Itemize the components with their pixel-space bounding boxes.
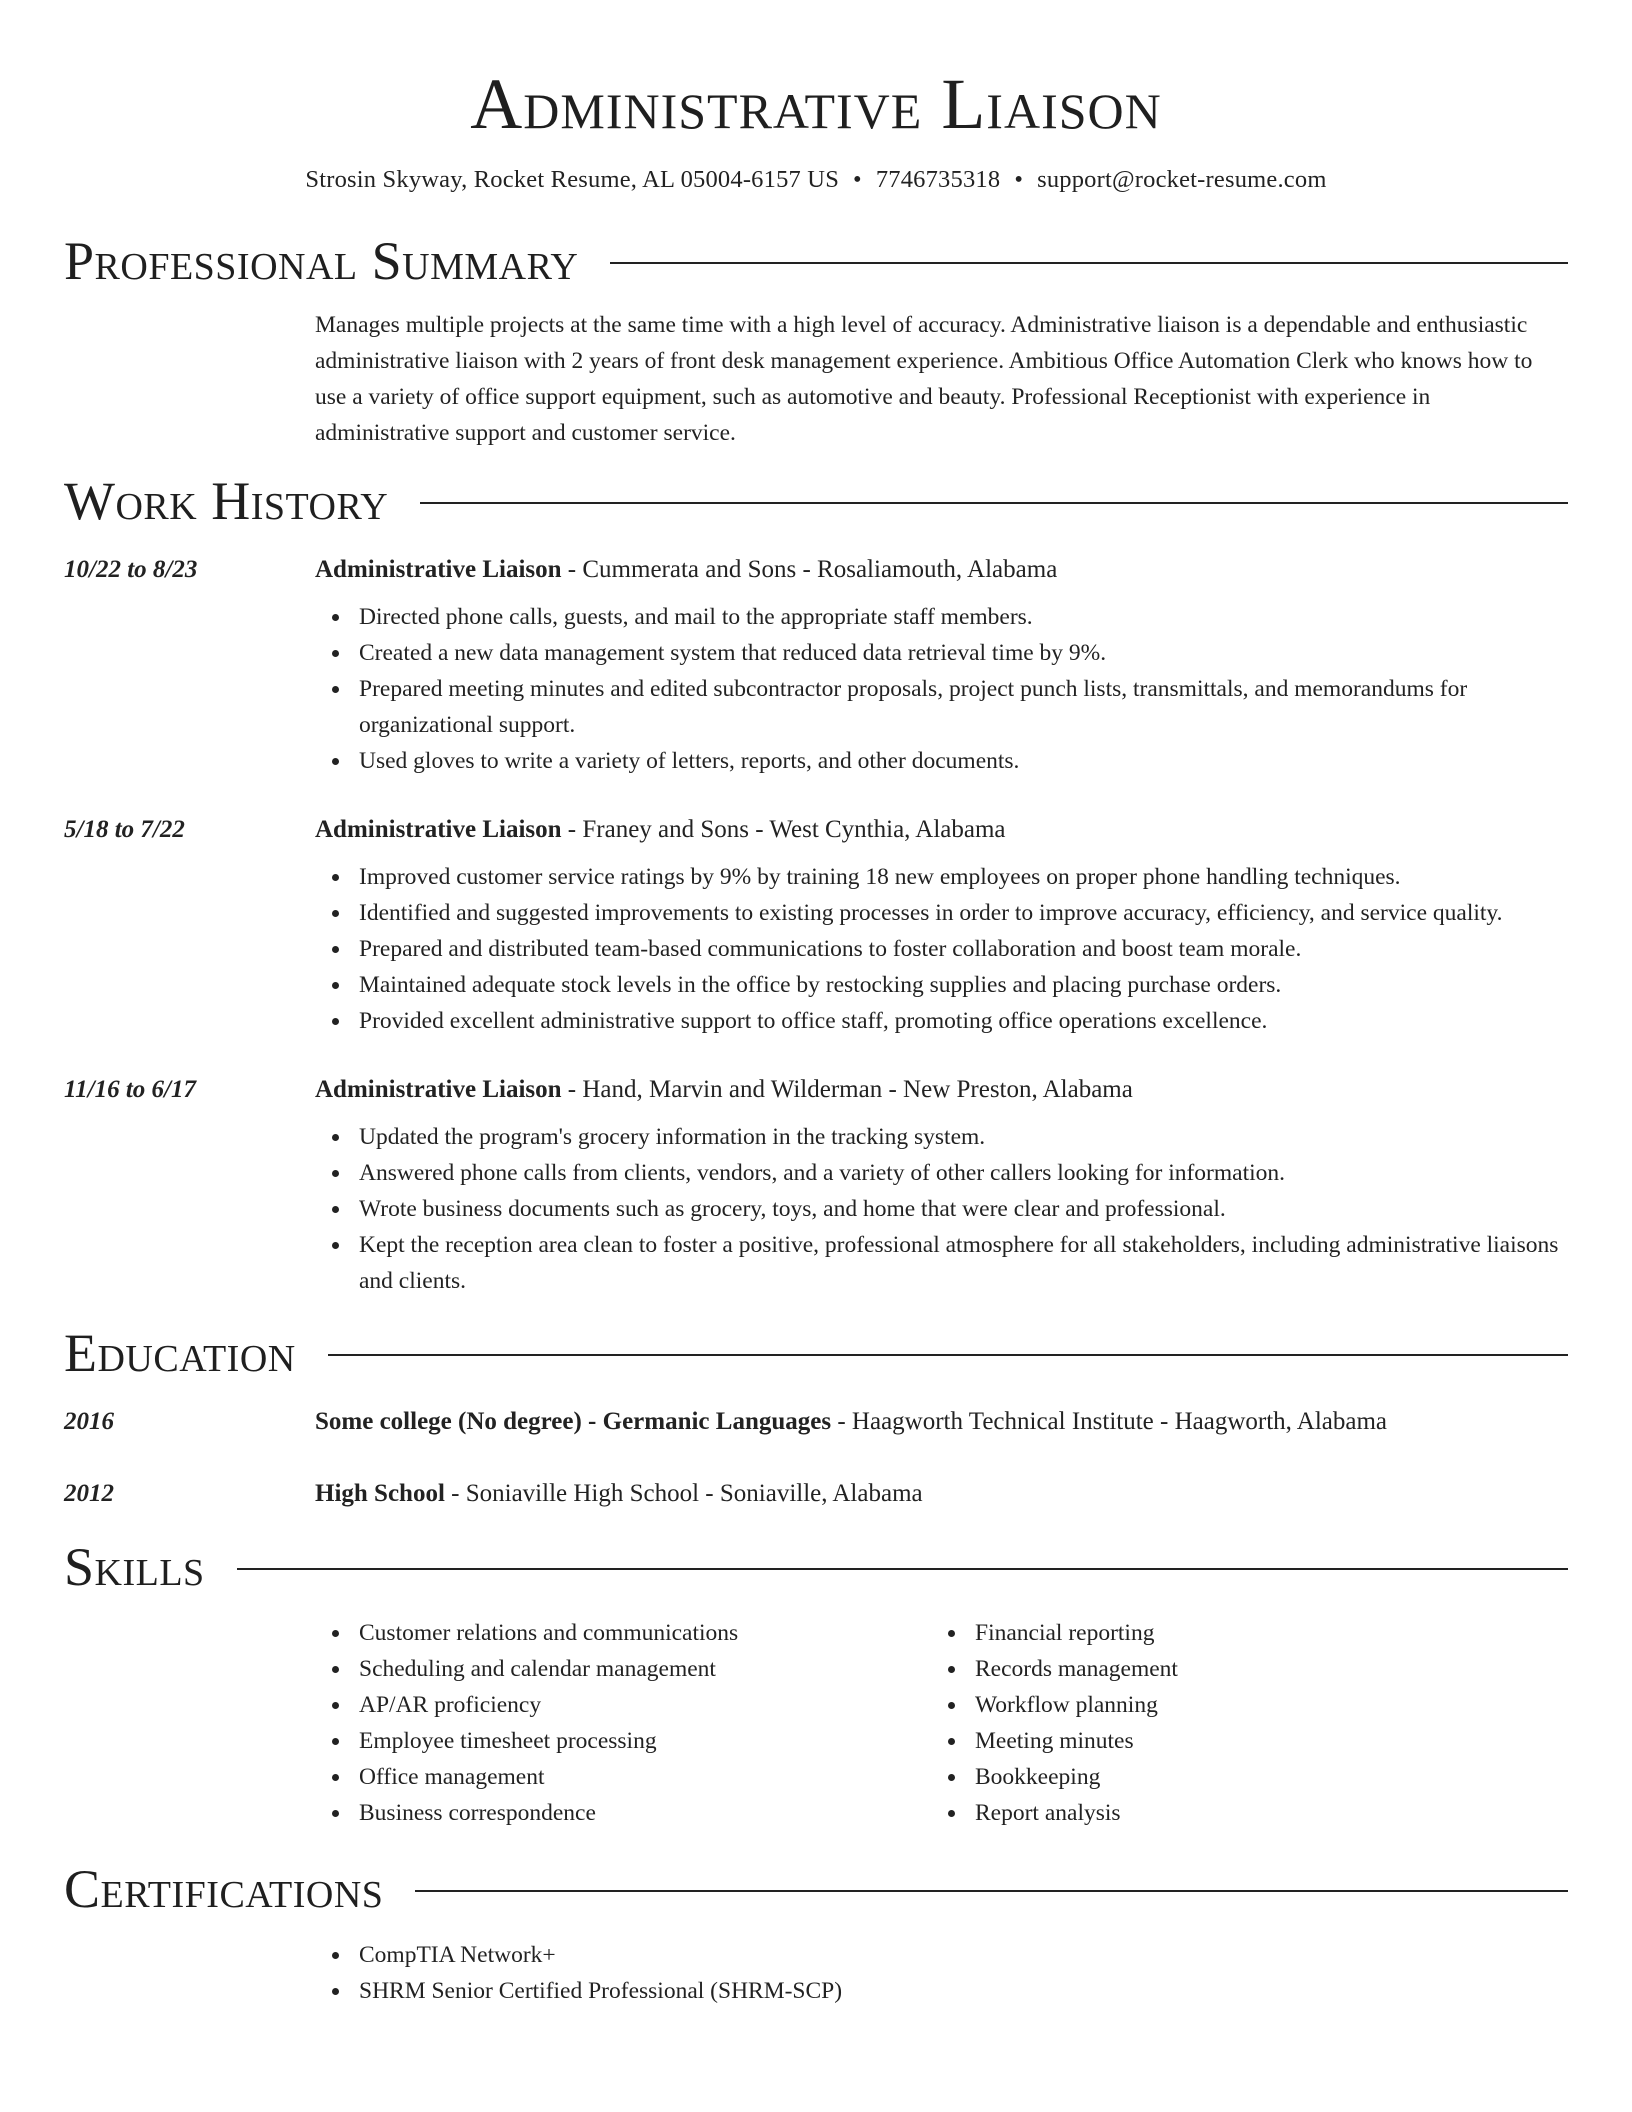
- job-duty-item: Provided excellent administrative support to office staff, promoting office operations excellence.: [315, 1003, 1568, 1039]
- job-company-location: - Hand, Marvin and Wilderman - New Preston, Alabama: [561, 1076, 1133, 1103]
- job-duties-list: [315, 599, 1568, 779]
- job-duty-item: Created a new data management system that reduced data retrieval time by 9%.: [315, 635, 1568, 671]
- education-section-header: [64, 1321, 1568, 1385]
- candidate-name: Administrative Liaison: [470, 64, 1162, 144]
- skill-item: Report analysis: [931, 1795, 1568, 1831]
- contact-email: support@rocket-resume.com: [1037, 166, 1327, 193]
- job-duty-item: Used gloves to write a variety of letters, reports, and other documents.: [315, 743, 1568, 779]
- work-entry-body: [315, 813, 1568, 1039]
- education-entry-body: [315, 1405, 1568, 1439]
- work-entry-body: [315, 553, 1568, 779]
- job-duty-item: Prepared and distributed team-based communications to foster collaboration and boost team morale.: [315, 931, 1568, 967]
- skills-column-1: [315, 1615, 931, 1831]
- work-title-line: [315, 553, 1568, 587]
- skill-item: Meeting minutes: [931, 1723, 1568, 1759]
- work-title-line: [315, 1073, 1568, 1107]
- education-entry: [64, 1477, 1568, 1511]
- contact-separator: •: [853, 166, 862, 193]
- section-title-skills: Skills: [64, 1537, 205, 1597]
- skill-item: Records management: [931, 1651, 1568, 1687]
- skill-item: AP/AR proficiency: [315, 1687, 931, 1723]
- work-dates: 11/16 to 6/17: [64, 1076, 196, 1103]
- work-title-line: [315, 813, 1568, 847]
- education-degree: Some college (No degree) - Germanic Languages: [315, 1408, 832, 1435]
- certification-item: CompTIA Network+: [315, 1937, 1568, 1973]
- resume-page: [64, 0, 1568, 2009]
- education-list: [64, 1405, 1568, 1511]
- summary-section-header: [64, 229, 1568, 293]
- job-duty-item: Updated the program's grocery information in the tracking system.: [315, 1119, 1568, 1155]
- education-year: 2012: [64, 1480, 114, 1507]
- section-divider: [415, 1890, 1568, 1892]
- job-duty-item: Identified and suggested improvements to existing processes in order to improve accuracy, efficiency, and service quality.: [315, 895, 1568, 931]
- summary-text: Manages multiple projects at the same time with a high level of accuracy. Administrative liaison is a dependable and enthusiastic administrative liaison with 2 years of front desk management experience. Ambitious Office Automation Clerk who knows how to use a variety of office support equipment, such as automotive and beauty. Professional Receptionist with experience in administrative support and customer service.: [315, 312, 1533, 446]
- certifications-list: [315, 1937, 1568, 2009]
- work-history-list: [64, 553, 1568, 1299]
- contact-separator: •: [1014, 166, 1024, 193]
- job-duty-item: Maintained adequate stock levels in the office by restocking supplies and placing purchase orders.: [315, 967, 1568, 1003]
- skill-item: Office management: [315, 1759, 931, 1795]
- education-school-location: - Haagworth Technical Institute - Haagworth, Alabama: [831, 1408, 1388, 1435]
- section-title-education: Education: [64, 1323, 296, 1383]
- skills-grid: [315, 1615, 1568, 1831]
- job-duty-item: Wrote business documents such as grocery, toys, and home that were clear and professional.: [315, 1191, 1568, 1227]
- certification-item: SHRM Senior Certified Professional (SHRM-SCP): [315, 1973, 1568, 2009]
- job-duties-list: [315, 859, 1568, 1039]
- education-degree: High School: [315, 1480, 445, 1507]
- education-year: 2016: [64, 1408, 114, 1435]
- job-duty-item: Kept the reception area clean to foster a positive, professional atmosphere for all stakeholders, including administrative liaisons and clients.: [315, 1227, 1568, 1299]
- section-title-summary: Professional Summary: [64, 231, 579, 291]
- skill-item: Financial reporting: [931, 1615, 1568, 1651]
- work-dates: 5/18 to 7/22: [64, 816, 185, 843]
- contact-phone: 7746735318: [875, 166, 1001, 193]
- job-role: Administrative Liaison: [315, 556, 562, 583]
- job-role: Administrative Liaison: [315, 816, 562, 843]
- skill-item: Scheduling and calendar management: [315, 1651, 931, 1687]
- work-entry-body: [315, 1073, 1568, 1299]
- education-entry-body: [315, 1477, 1568, 1511]
- job-duty-item: Directed phone calls, guests, and mail to the appropriate staff members.: [315, 599, 1568, 635]
- skill-item: Customer relations and communications: [315, 1615, 931, 1651]
- skills-section-header: [64, 1535, 1568, 1599]
- skill-item: Business correspondence: [315, 1795, 931, 1831]
- work-dates: 10/22 to 8/23: [64, 556, 198, 583]
- section-divider: [610, 262, 1568, 264]
- skill-item: Employee timesheet processing: [315, 1723, 931, 1759]
- education-title-line: [315, 1477, 1568, 1511]
- section-divider: [237, 1568, 1568, 1570]
- section-title-certifications: Certifications: [64, 1859, 384, 1919]
- work-section-header: [64, 469, 1568, 533]
- contact-address: Strosin Skyway, Rocket Resume, AL 05004-6157 US: [305, 166, 840, 193]
- section-divider: [328, 1354, 1568, 1356]
- certifications-section-header: [64, 1857, 1568, 1921]
- job-company-location: - Franey and Sons - West Cynthia, Alabama: [561, 816, 1006, 843]
- work-entry: [64, 813, 1568, 1039]
- section-title-work: Work History: [64, 471, 389, 531]
- skill-item: Bookkeeping: [931, 1759, 1568, 1795]
- education-school-location: - Soniaville High School - Soniaville, Alabama: [444, 1480, 923, 1507]
- job-duty-item: Prepared meeting minutes and edited subcontractor proposals, project punch lists, transmittals, and memorandums for organizational support.: [315, 671, 1568, 743]
- section-divider: [420, 502, 1568, 504]
- job-duty-item: Answered phone calls from clients, vendors, and a variety of other callers looking for information.: [315, 1155, 1568, 1191]
- work-entry: [64, 553, 1568, 779]
- contact-line: [64, 164, 1568, 196]
- certifications-block: [315, 1937, 1568, 2009]
- job-company-location: - Cummerata and Sons - Rosaliamouth, Alabama: [561, 556, 1058, 583]
- job-role: Administrative Liaison: [315, 1076, 562, 1103]
- education-entry: [64, 1405, 1568, 1439]
- job-duties-list: [315, 1119, 1568, 1299]
- job-duty-item: Improved customer service ratings by 9% by training 18 new employees on proper phone handling techniques.: [315, 859, 1568, 895]
- work-entry: [64, 1073, 1568, 1299]
- skill-item: Workflow planning: [931, 1687, 1568, 1723]
- education-title-line: [315, 1405, 1568, 1439]
- skills-column-2: [931, 1615, 1568, 1831]
